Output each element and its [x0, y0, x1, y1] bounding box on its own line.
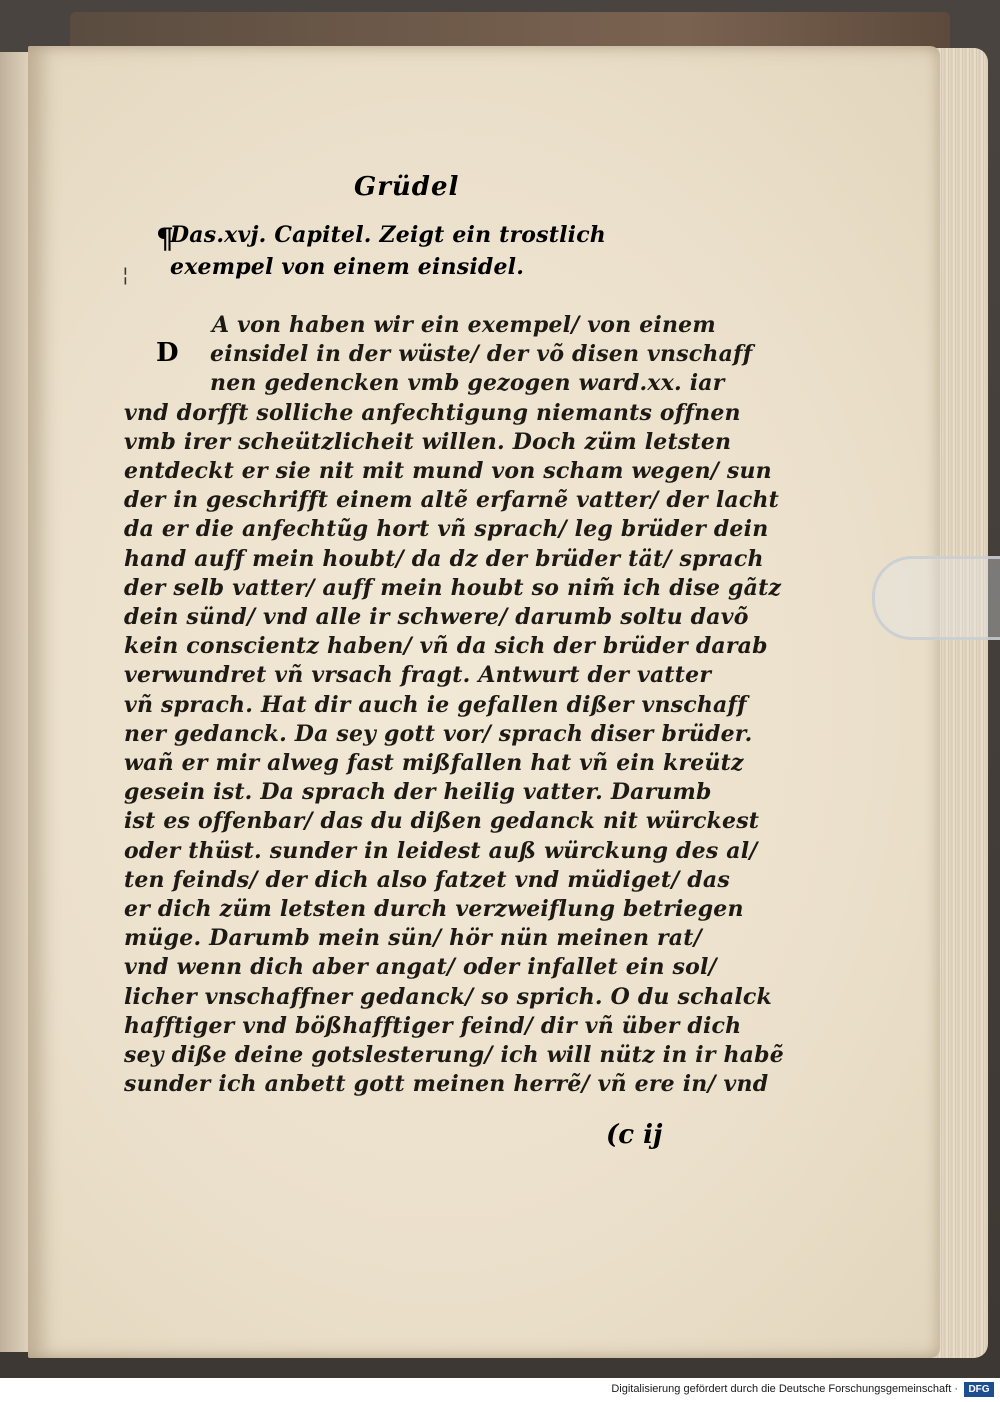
text-line: nen gedencken vmb gezogen ward.xx. iar [210, 370, 725, 397]
initial-letter: D [156, 338, 179, 368]
text-line: der selb vatter/ auff mein houbt so nim̃ ich dise gãtz [124, 574, 782, 601]
text-line: da er die anfechtũg hort vñ sprach/ leg brüder dein [124, 516, 769, 543]
footer-bar [0, 1378, 1000, 1402]
text-line: vmb irer scheützlicheit willen. Doch züm letsten [124, 428, 732, 455]
text-line: einsidel in der wüste/ der võ disen vnschaff [210, 341, 753, 368]
text-line: wañ er mir alweg fast mißfallen hat vñ ein kreütz [124, 750, 744, 776]
margin-mark: ¦ [122, 262, 129, 286]
text-line: ist es offenbar/ das du dißen gedanck nit würckest [124, 808, 760, 835]
running-head: Grüdel [354, 172, 460, 202]
footer-credit: Digitalisierung gefördert durch die Deutsche Forschungsgemeinschaft · [611, 1383, 958, 1395]
chapter-heading-line-1: Das.xvj. Capitel. Zeigt ein trostlich [170, 222, 607, 248]
text-line: sey diße deine gotslesterung/ ich will nütz in ir habẽ [124, 1042, 784, 1068]
text-line: müge. Darumb mein sün/ hör nün meinen rat/ [124, 925, 702, 952]
pilcrow-mark: ¶ [156, 222, 174, 255]
text-line: vnd dorfft solliche anfechtigung niemants offnen [124, 399, 741, 426]
text-line: dein sünd/ vnd alle ir schwere/ darumb soltu davõ [124, 604, 749, 630]
text-line: vñ sprach. Hat dir auch ie gefallen dißer vnschaff [124, 691, 747, 718]
text-line: verwundret vñ vrsach fragt. Antwurt der vatter [124, 662, 712, 689]
page-clip [872, 556, 1000, 640]
dfg-logo: DFG [964, 1382, 994, 1397]
text-line: entdeckt er sie nit mit mund von scham wegen/ sun [124, 458, 772, 484]
chapter-heading-line-2: exempel von einem einsidel. [170, 254, 525, 280]
signature-mark: (c ij [606, 1120, 663, 1150]
text-line: licher vnschaffner gedanck/ so sprich. O du schalck [124, 983, 772, 1010]
facing-page-edge [0, 52, 30, 1352]
text-line: der in geschrifft einem altẽ erfarnẽ vatter/ der lacht [124, 487, 779, 514]
text-line: hafftiger vnd bößhafftiger feind/ dir vñ über dich [124, 1012, 742, 1039]
text-line: kein conscientz haben/ vñ da sich der brüder darab [124, 633, 768, 660]
text-line: A von haben wir ein exempel/ von einem [212, 312, 716, 338]
text-line: hand auff mein houbt/ da dz der brüder tät/ sprach [124, 545, 764, 572]
text-line: gesein ist. Da sprach der heilig vatter. Darumb [124, 779, 712, 806]
text-line: oder thüst. sunder in leidest auß würckung des al/ [124, 837, 758, 864]
text-line: ner gedanck. Da sey gott vor/ sprach diser brüder. [124, 720, 753, 747]
text-line: er dich züm letsten durch verzweiflung betriegen [124, 896, 744, 922]
text-line: sunder ich anbett gott meinen herrẽ/ vñ ere in/ vnd [124, 1071, 769, 1098]
text-line: vnd wenn dich aber angat/ oder infallet ein sol/ [124, 954, 717, 981]
text-line: ten feinds/ der dich also fatzet vnd müdiget/ das [124, 866, 730, 893]
